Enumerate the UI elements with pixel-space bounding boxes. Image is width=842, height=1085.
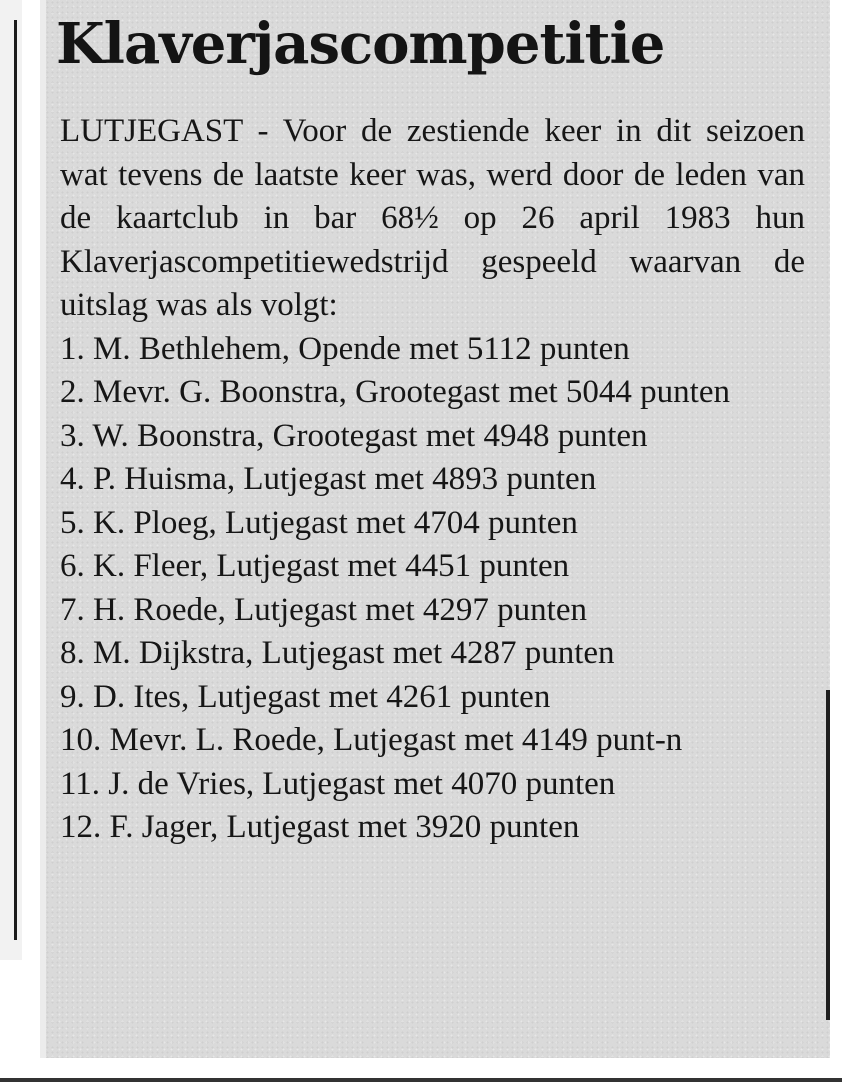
page-bottom-edge <box>0 1062 842 1085</box>
result-item: 1. M. Bethlehem, Opende met 5112 punten <box>60 330 630 367</box>
adjacent-column-edge <box>0 0 22 960</box>
bottom-rule <box>0 1078 842 1082</box>
result-item: 2. Mevr. G. Boonstra, Grootegast met 5044 punten <box>60 374 730 410</box>
column-rule <box>14 20 17 940</box>
result-item: 6. K. Fleer, Lutjegast met 4451 punten <box>60 548 570 584</box>
result-item: 5. K. Ploeg, Lutjegast met 4704 punten <box>60 504 578 541</box>
result-item: 4. P. Huisma, Lutjegast met 4893 punten <box>60 461 597 497</box>
result-item: 7. H. Roede, Lutjegast met 4297 punten <box>60 591 587 628</box>
article-title: Klaverjascompetitie <box>56 11 665 77</box>
result-item: 3. W. Boonstra, Grootegast met 4948 punten <box>60 417 648 454</box>
result-item: 10. Mevr. L. Roede, Lutjegast met 4149 punt-n <box>60 722 683 758</box>
newspaper-clipping <box>40 0 830 1058</box>
result-item: 9. D. Ites, Lutjegast met 4261 punten <box>60 678 551 715</box>
clipping-left-edge <box>40 0 46 1058</box>
result-item: 11. J. de Vries, Lutjegast met 4070 punten <box>60 765 616 802</box>
result-item: 8. M. Dijkstra, Lutjegast met 4287 punten <box>60 635 615 671</box>
results-list <box>60 328 805 850</box>
article-body <box>60 110 805 850</box>
article-intro: LUTJEGAST - Voor de zestiende keer in dit seizoen wat tevens de laatste keer was, werd door de leden van de kaartclub in bar 68½ op 26 april 1983 hun Klaverjascompetitiewedstrijd gespeeld waarvan de uitslag was als volgt: <box>60 113 805 323</box>
result-item: 12. F. Jager, Lutjegast met 3920 punten <box>60 809 580 845</box>
clipping-right-edge <box>826 690 830 1020</box>
